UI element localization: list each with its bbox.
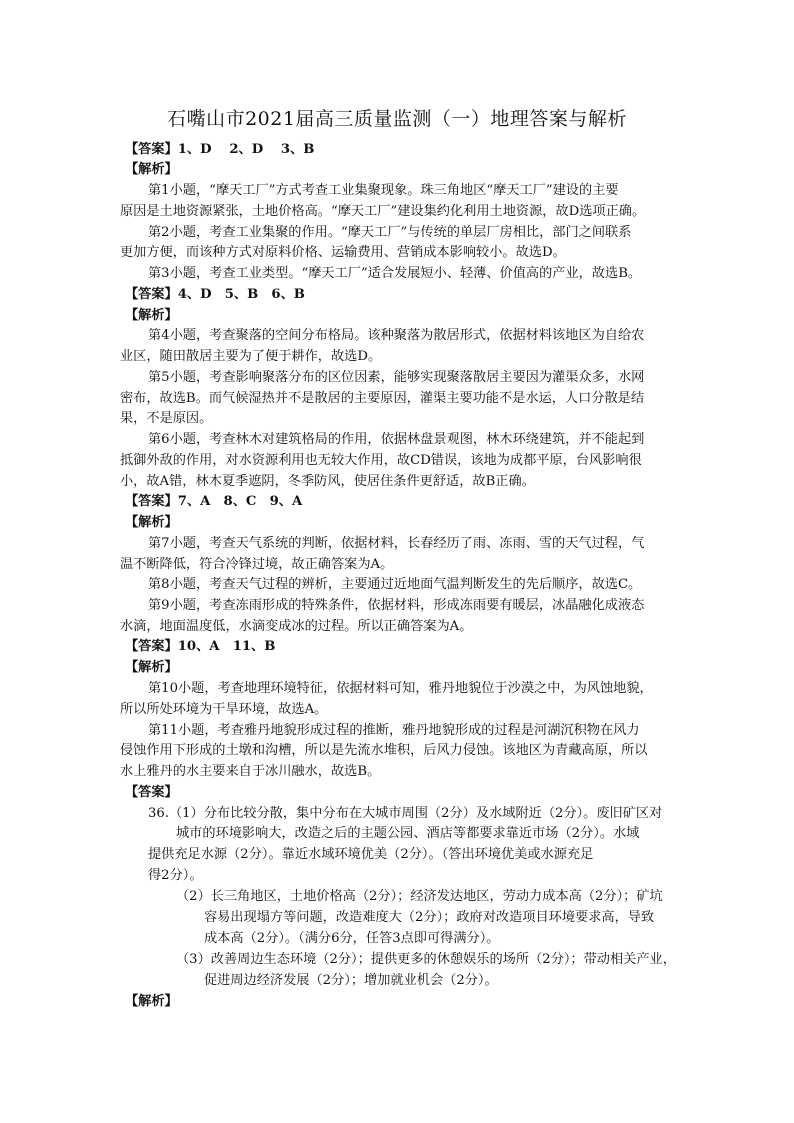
text-line: 第10小题，考查地理环境特征，依据材料可知，雅丹地貌位于沙漠之中，为风蚀地貌， bbox=[148, 681, 653, 696]
text-line: 第8小题，考查天气过程的辨析，主要通过近地面气温判断发生的先后顺序，故选C。 bbox=[148, 577, 642, 592]
text-line: 更加方便，而该种方式对原料价格、运输费用、营销成本影响较小。故选D。 bbox=[120, 245, 566, 260]
text-line: 原因是土地资源紧张，土地价格高。“摩天工厂”建设集约化利用土地资源，故D选项正确。 bbox=[120, 204, 646, 219]
text-line: 36.（1）分布比较分散，集中分布在大城市周围（2分）及水域附近（2分）。废旧矿区对 bbox=[148, 806, 663, 821]
text-line: 抵御外敌的作用，对水资源利用也无较大作用，故CD错误，该地为成都平原，台风影响很 bbox=[120, 453, 642, 468]
text-line: 水滴，地面温度低，水滴变成冰的过程。所以正确答案为A。 bbox=[120, 619, 473, 634]
text-line: 第11小题，考查雅丹地貌形成过程的推断，雅丹地貌形成的过程是河湖沉积物在风力 bbox=[148, 723, 640, 738]
text-line: 第9小题，考查冻雨形成的特殊条件，依据材料，形成冻雨要有暖层，冰晶融化成液态 bbox=[148, 598, 645, 613]
analysis-heading: 【解析】 bbox=[125, 308, 178, 323]
text-line: 第6小题，考查林木对建筑格局的作用，依据林盘景观图，林木环绕建筑，并不能起到 bbox=[148, 432, 645, 447]
text-line: 所以所处环境为干旱环境，故选A。 bbox=[120, 702, 328, 717]
text-line: 水上雅丹的水主要来自于冰川融水，故选B。 bbox=[120, 764, 381, 779]
text-line: 业区，随田散居主要为了便于耕作，故选D。 bbox=[120, 349, 382, 364]
text-line: 侵蚀作用下形成的土墩和沟槽，所以是先流水堆积，后风力侵蚀。该地区为青藏高原，所以 bbox=[120, 743, 648, 758]
analysis-heading: 【解析】 bbox=[125, 994, 178, 1009]
text-line: 温不断降低，符合冷锋过境，故正确答案为A。 bbox=[120, 557, 394, 572]
answer-heading: 【答案】 bbox=[125, 785, 178, 800]
text-line: 第5小题，考查影响聚落分布的区位因素，能够实现聚落散居主要因为灌渠众多，水网 bbox=[148, 370, 645, 385]
text-line: 促进周边经济发展（2分）；增加就业机会（2分）。 bbox=[204, 973, 498, 988]
analysis-heading: 【解析】 bbox=[125, 162, 178, 177]
answer-heading: 【答案】10、A 11、B bbox=[125, 639, 276, 654]
text-line: 城市的环境影响大，改造之后的主题公园、酒店等都要求靠近市场（2分）。水域 bbox=[176, 826, 640, 841]
text-line: 第3小题，考查工业类型。“摩天工厂”适合发展短小、轻薄、价值高的产业，故选B。 bbox=[148, 266, 642, 281]
analysis-heading: 【解析】 bbox=[125, 660, 178, 675]
answer-heading: 【答案】4、D 5、B 6、B bbox=[125, 287, 305, 302]
answer-heading: 【答案】7、A 8、C 9、A bbox=[125, 494, 303, 509]
text-line: 小，故A错，林木夏季遮阴，冬季防风，使居住条件更舒适，故B正确。 bbox=[120, 474, 535, 489]
text-line: 容易出现塌方等问题，改造难度大（2分）；政府对改造项目环境要求高，导致 bbox=[204, 910, 655, 925]
text-line: 提供充足水源（2分）。靠近水域环境优美（2分）。（答出环境优美或水源充足 bbox=[148, 847, 594, 862]
text-line: （2）长三角地区，土地价格高（2分）；经济发达地区，劳动力成本高（2分）；矿坑 bbox=[176, 889, 663, 904]
text-line: （3）改善周边生态环境（2分）；提供更多的休憩娱乐的场所（2分）；带动相关产业， bbox=[176, 952, 676, 967]
text-line: 成本高（2分）。（满分6分，任答3点即可得满分）。 bbox=[204, 931, 500, 946]
page-title: 石嘴山市2021届高三质量监测（一）地理答案与解析 bbox=[167, 108, 627, 130]
analysis-heading: 【解析】 bbox=[125, 515, 178, 530]
text-line: 第1小题，“摩天工厂”方式考查工业集聚现象。珠三角地区“摩天工厂”建设的主要 bbox=[148, 183, 619, 198]
text-line: 果，不是原因。 bbox=[120, 411, 213, 426]
text-line: 密布，故选B。而气候湿热并不是散居的主要原因，灌渠主要功能不是水运，人口分散是结 bbox=[120, 391, 644, 406]
text-line: 第7小题，考查天气系统的判断，依据材料，长春经历了雨、冻雨、雪的天气过程，气 bbox=[148, 536, 645, 551]
text-line: 得2分）。 bbox=[148, 868, 203, 883]
text-line: 第4小题，考查聚落的空间分布格局。该种聚落为散居形式，依据材料该地区为自给农 bbox=[148, 328, 645, 343]
answer-heading: 【答案】1、D 2、D 3、B bbox=[125, 142, 315, 157]
text-line: 第2小题，考查工业集聚的作用。“摩天工厂”与传统的单层厂房相比，部门之间联系 bbox=[148, 225, 632, 240]
